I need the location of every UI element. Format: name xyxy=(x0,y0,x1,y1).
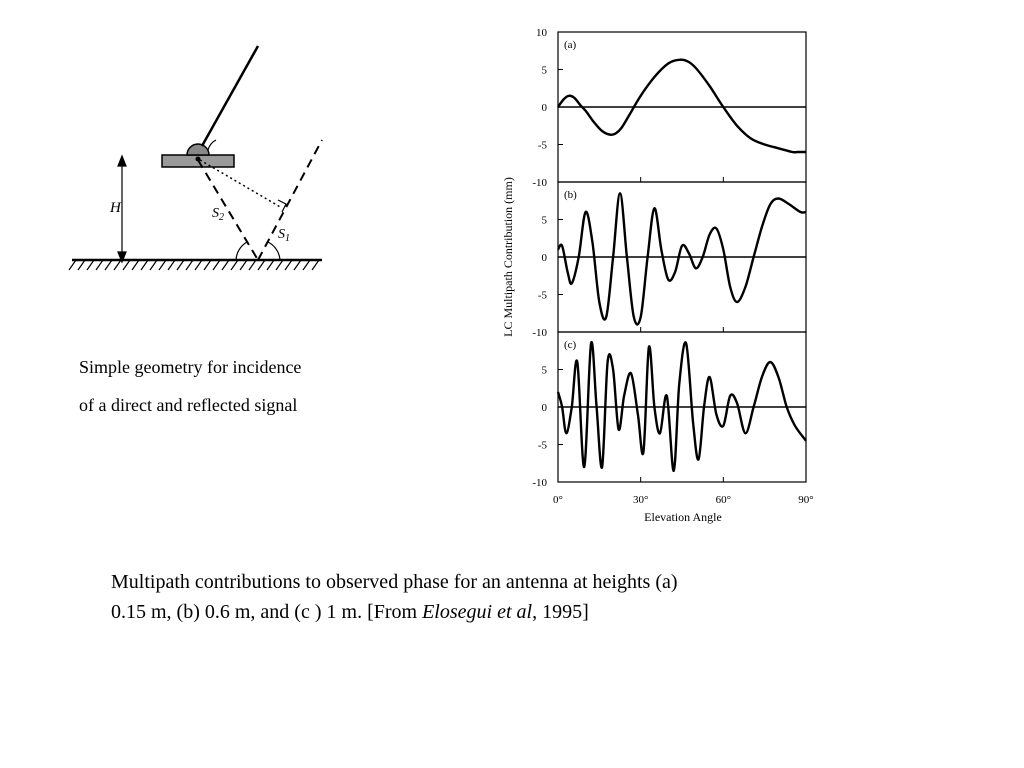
panel-label: (c) xyxy=(564,339,577,351)
multipath-chart xyxy=(496,22,836,532)
geometry-caption-line-2: of a direct and reflected signal xyxy=(79,395,298,415)
x-axis-label: Elevation Angle xyxy=(644,510,722,524)
y-tick-label: -5 xyxy=(537,439,547,452)
panel-label: (a) xyxy=(564,39,577,51)
y-tick-label: 5 xyxy=(541,214,547,227)
figure-caption-line-2 xyxy=(111,597,871,627)
y-tick-label: -5 xyxy=(537,289,547,302)
ground-surface xyxy=(69,260,322,270)
caption-text-post: , 1995] xyxy=(532,601,589,623)
y-tick-label: 0 xyxy=(541,402,547,414)
antenna-plate xyxy=(162,144,234,167)
caption-text-pre: 0.15 m, (b) 0.6 m, and (c ) 1 m. [From xyxy=(111,601,423,623)
x-tick-label: 30° xyxy=(632,494,649,506)
y-tick-label: 5 xyxy=(541,64,547,77)
y-axis-label: LC Multipath Contribution (mm) xyxy=(501,177,515,337)
y-tick-label: -10 xyxy=(532,177,547,189)
y-tick-label: -10 xyxy=(532,477,547,489)
height-label: H xyxy=(110,200,121,216)
x-tick-label: 60° xyxy=(715,494,732,506)
series-line xyxy=(558,60,806,153)
y-tick-label: -5 xyxy=(537,139,547,152)
panel-2 xyxy=(532,332,806,489)
y-tick-label: 10 xyxy=(536,27,547,39)
y-tick-label: 5 xyxy=(541,364,547,377)
x-tick-label: 0° xyxy=(553,494,563,506)
y-tick-label: 0 xyxy=(541,252,547,264)
y-tick-label: 0 xyxy=(541,102,547,114)
caption-citation-authors: Elosegui et al xyxy=(422,601,533,623)
s1-label: $S_1$ xyxy=(278,227,290,244)
geometry-diagram xyxy=(60,30,340,280)
figure-caption xyxy=(111,567,871,627)
series-line xyxy=(558,193,806,324)
y-tick-label: -10 xyxy=(532,327,547,339)
geometry-caption-line-1: Simple geometry for incidence xyxy=(79,357,302,377)
geometry-caption xyxy=(79,348,301,424)
antenna-mast xyxy=(202,46,258,146)
figure-caption-line-1: Multipath contributions to observed phase for an antenna at heights (a) xyxy=(111,571,678,593)
panel-label: (b) xyxy=(564,189,577,201)
panel-1 xyxy=(532,182,806,339)
s2-label: $S_2$ xyxy=(212,206,224,223)
x-tick-label: 90° xyxy=(798,494,814,506)
panel-0 xyxy=(532,27,806,189)
